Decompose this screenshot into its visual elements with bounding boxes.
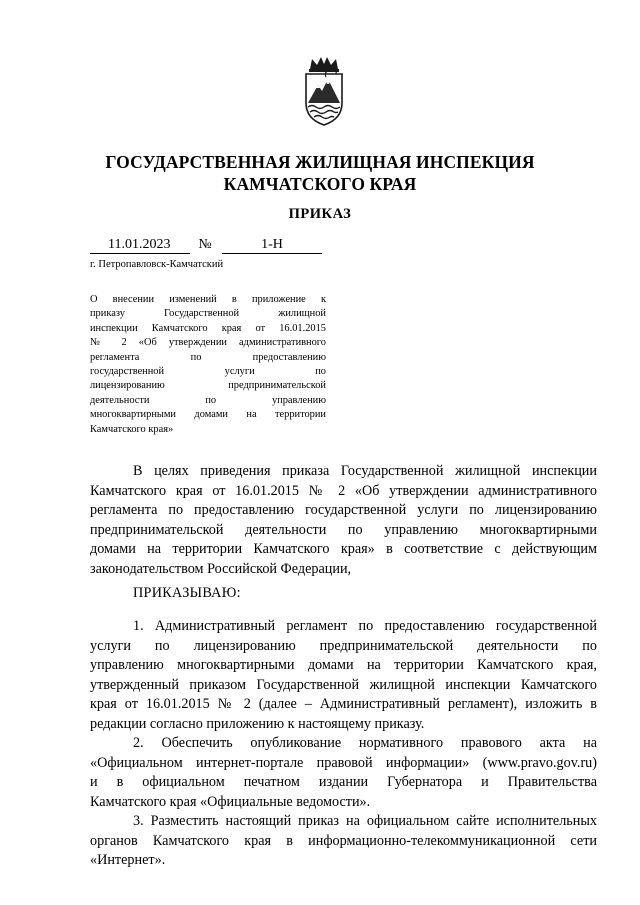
item-line: 3. Разместить настоящий приказ на официальном сайте исполнительных: [133, 813, 597, 829]
item-line: утвержденный приказом Государственной жилищной инспекции Камчатского: [90, 676, 597, 693]
item-line: органов Камчатского края в информационно-телекоммуникационной сети: [90, 832, 597, 849]
item-line: «Официальном интернет-портале правовой информации» (www.pravo.gov.ru): [90, 754, 597, 771]
preamble-line: регламента по предоставлению государственной услуги по лицензированию: [90, 502, 597, 518]
subject-line: Камчатского края»: [90, 423, 174, 435]
number-sign: №: [198, 237, 212, 252]
item-line: редакции согласно приложению к настоящему приказу.: [90, 715, 425, 732]
subject-line: приказу Государственной жилищной: [90, 308, 326, 320]
item-line: услуги по лицензированию предпринимательской деятельности по: [90, 637, 597, 654]
decree-word: ПРИКАЗЫВАЮ:: [133, 585, 241, 601]
item-line: и в официальном печатном издании Губернатора и Правительства: [90, 774, 597, 790]
order-items: [90, 617, 597, 871]
item-line: Камчатского края «Официальные ведомости».: [90, 793, 371, 810]
subject-line: государственной услуги по: [90, 366, 326, 378]
preamble-line: Камчатского края от 16.01.2015 № 2 «Об утверждении административного: [90, 482, 597, 499]
item-line: 1. Административный регламент по предоставлению государственной: [133, 618, 597, 634]
kamchatka-coat-of-arms-icon: [302, 55, 346, 127]
subject-line: деятельности по управлению: [90, 394, 326, 406]
item-line: управлению многоквартирными домами на территории Камчатского края,: [90, 657, 597, 673]
subject-line: инспекции Камчатского края от 16.01.2015: [90, 322, 326, 334]
document-type-heading: ПРИКАЗ: [288, 206, 352, 222]
item-line: 2. Обеспечить опубликование нормативного правового акта на: [133, 735, 597, 751]
subject-line: лицензированию предпринимательской: [90, 380, 326, 392]
issue-city: г. Петропавловск-Камчатский: [90, 259, 224, 270]
order-date: 11.01.2023: [90, 237, 190, 254]
subject-line: № 2 «Об утверждении административного: [90, 337, 326, 349]
authority-title-line-1: ГОСУДАРСТВЕННАЯ ЖИЛИЩНАЯ ИНСПЕКЦИЯ: [105, 152, 535, 172]
item-line: края от 16.01.2015 № 2 (далее – Административный регламент), изложить в: [90, 696, 597, 712]
preamble-paragraph: [90, 462, 597, 579]
preamble-line: предпринимательской деятельности по управлению многоквартирными: [90, 521, 597, 538]
preamble-line: законодательством Российской Федерации,: [90, 560, 352, 577]
preamble-line: домами на территории Камчатского края» в соответствие с действующим: [90, 541, 597, 557]
subject-line: О внесении изменений в приложение к: [90, 294, 326, 305]
order-number: 1-Н: [222, 237, 322, 254]
authority-title-line-2: КАМЧАТСКОГО КРАЯ: [223, 174, 417, 194]
order-subject: [90, 293, 326, 437]
subject-line: регламента по предоставлению: [90, 351, 326, 363]
subject-line: многоквартирными домами на территории: [90, 409, 326, 421]
preamble-line: В целях приведения приказа Государственной жилищной инспекции: [133, 463, 597, 479]
item-line: «Интернет».: [90, 852, 166, 868]
